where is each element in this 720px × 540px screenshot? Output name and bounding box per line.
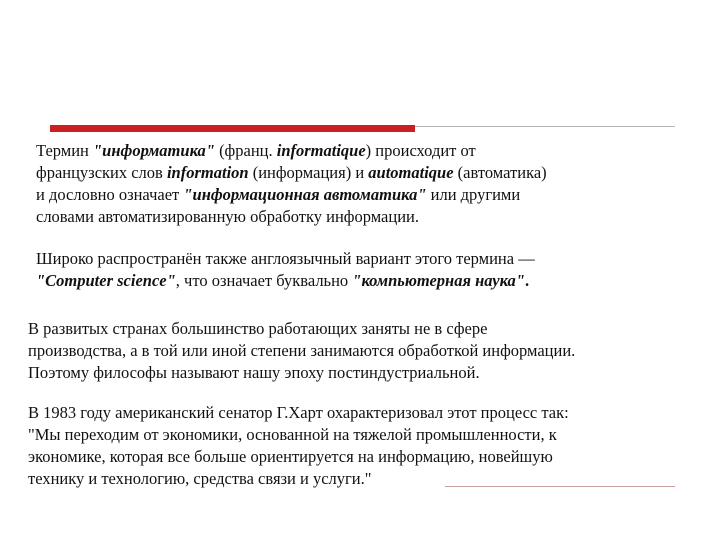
text-line: и дословно означает "информационная автоматика" или другими: [36, 185, 521, 204]
term-automatique: automatique: [368, 163, 454, 182]
paragraph-post-industrial: [28, 318, 575, 384]
paragraph-hart-quote: [28, 402, 569, 490]
paragraph-computer-science: [36, 248, 535, 292]
term-information: information: [166, 163, 249, 182]
red-accent-bar: [50, 125, 415, 132]
text-line: Широко распространён также англоязычный вариант этого термина —: [36, 249, 535, 268]
paragraph-term-definition: [36, 140, 547, 228]
term-info-automatika: "информационная автоматика": [183, 185, 427, 204]
text-line: "Computer science", что означает буквально "компьютерная наука".: [36, 271, 530, 290]
text-line: В развитых странах большинство работающих заняты не в сфере: [28, 319, 488, 338]
text-line: Поэтому философы называют нашу эпоху постиндустриальной.: [28, 363, 480, 382]
text-line: французских слов information (информация) и automatique (автоматика): [36, 163, 547, 182]
text-line: экономике, которая все больше ориентируется на информацию, новейшую: [28, 447, 553, 466]
text-line: производства, а в той или иной степени занимаются обработкой информации.: [28, 341, 576, 360]
term-informatique: informatique: [276, 141, 366, 160]
text-line: словами автоматизированную обработку информации.: [36, 207, 419, 226]
term-computer-science: "Computer science": [36, 271, 176, 290]
term-informatika: "информатика": [93, 141, 215, 160]
top-rule-line: [415, 126, 675, 127]
term-computer-nauka: "компьютерная наука": [352, 271, 525, 290]
text-line: технику и технологию, средства связи и услуги.": [28, 469, 372, 488]
text-line: Термин "информатика" (франц. informatique) происходит от: [36, 141, 476, 160]
text-line: "Мы переходим от экономики, основанной на тяжелой промышленности, к: [28, 425, 557, 444]
text-line: В 1983 году американский сенатор Г.Харт охарактеризовал этот процесс так:: [28, 403, 569, 422]
